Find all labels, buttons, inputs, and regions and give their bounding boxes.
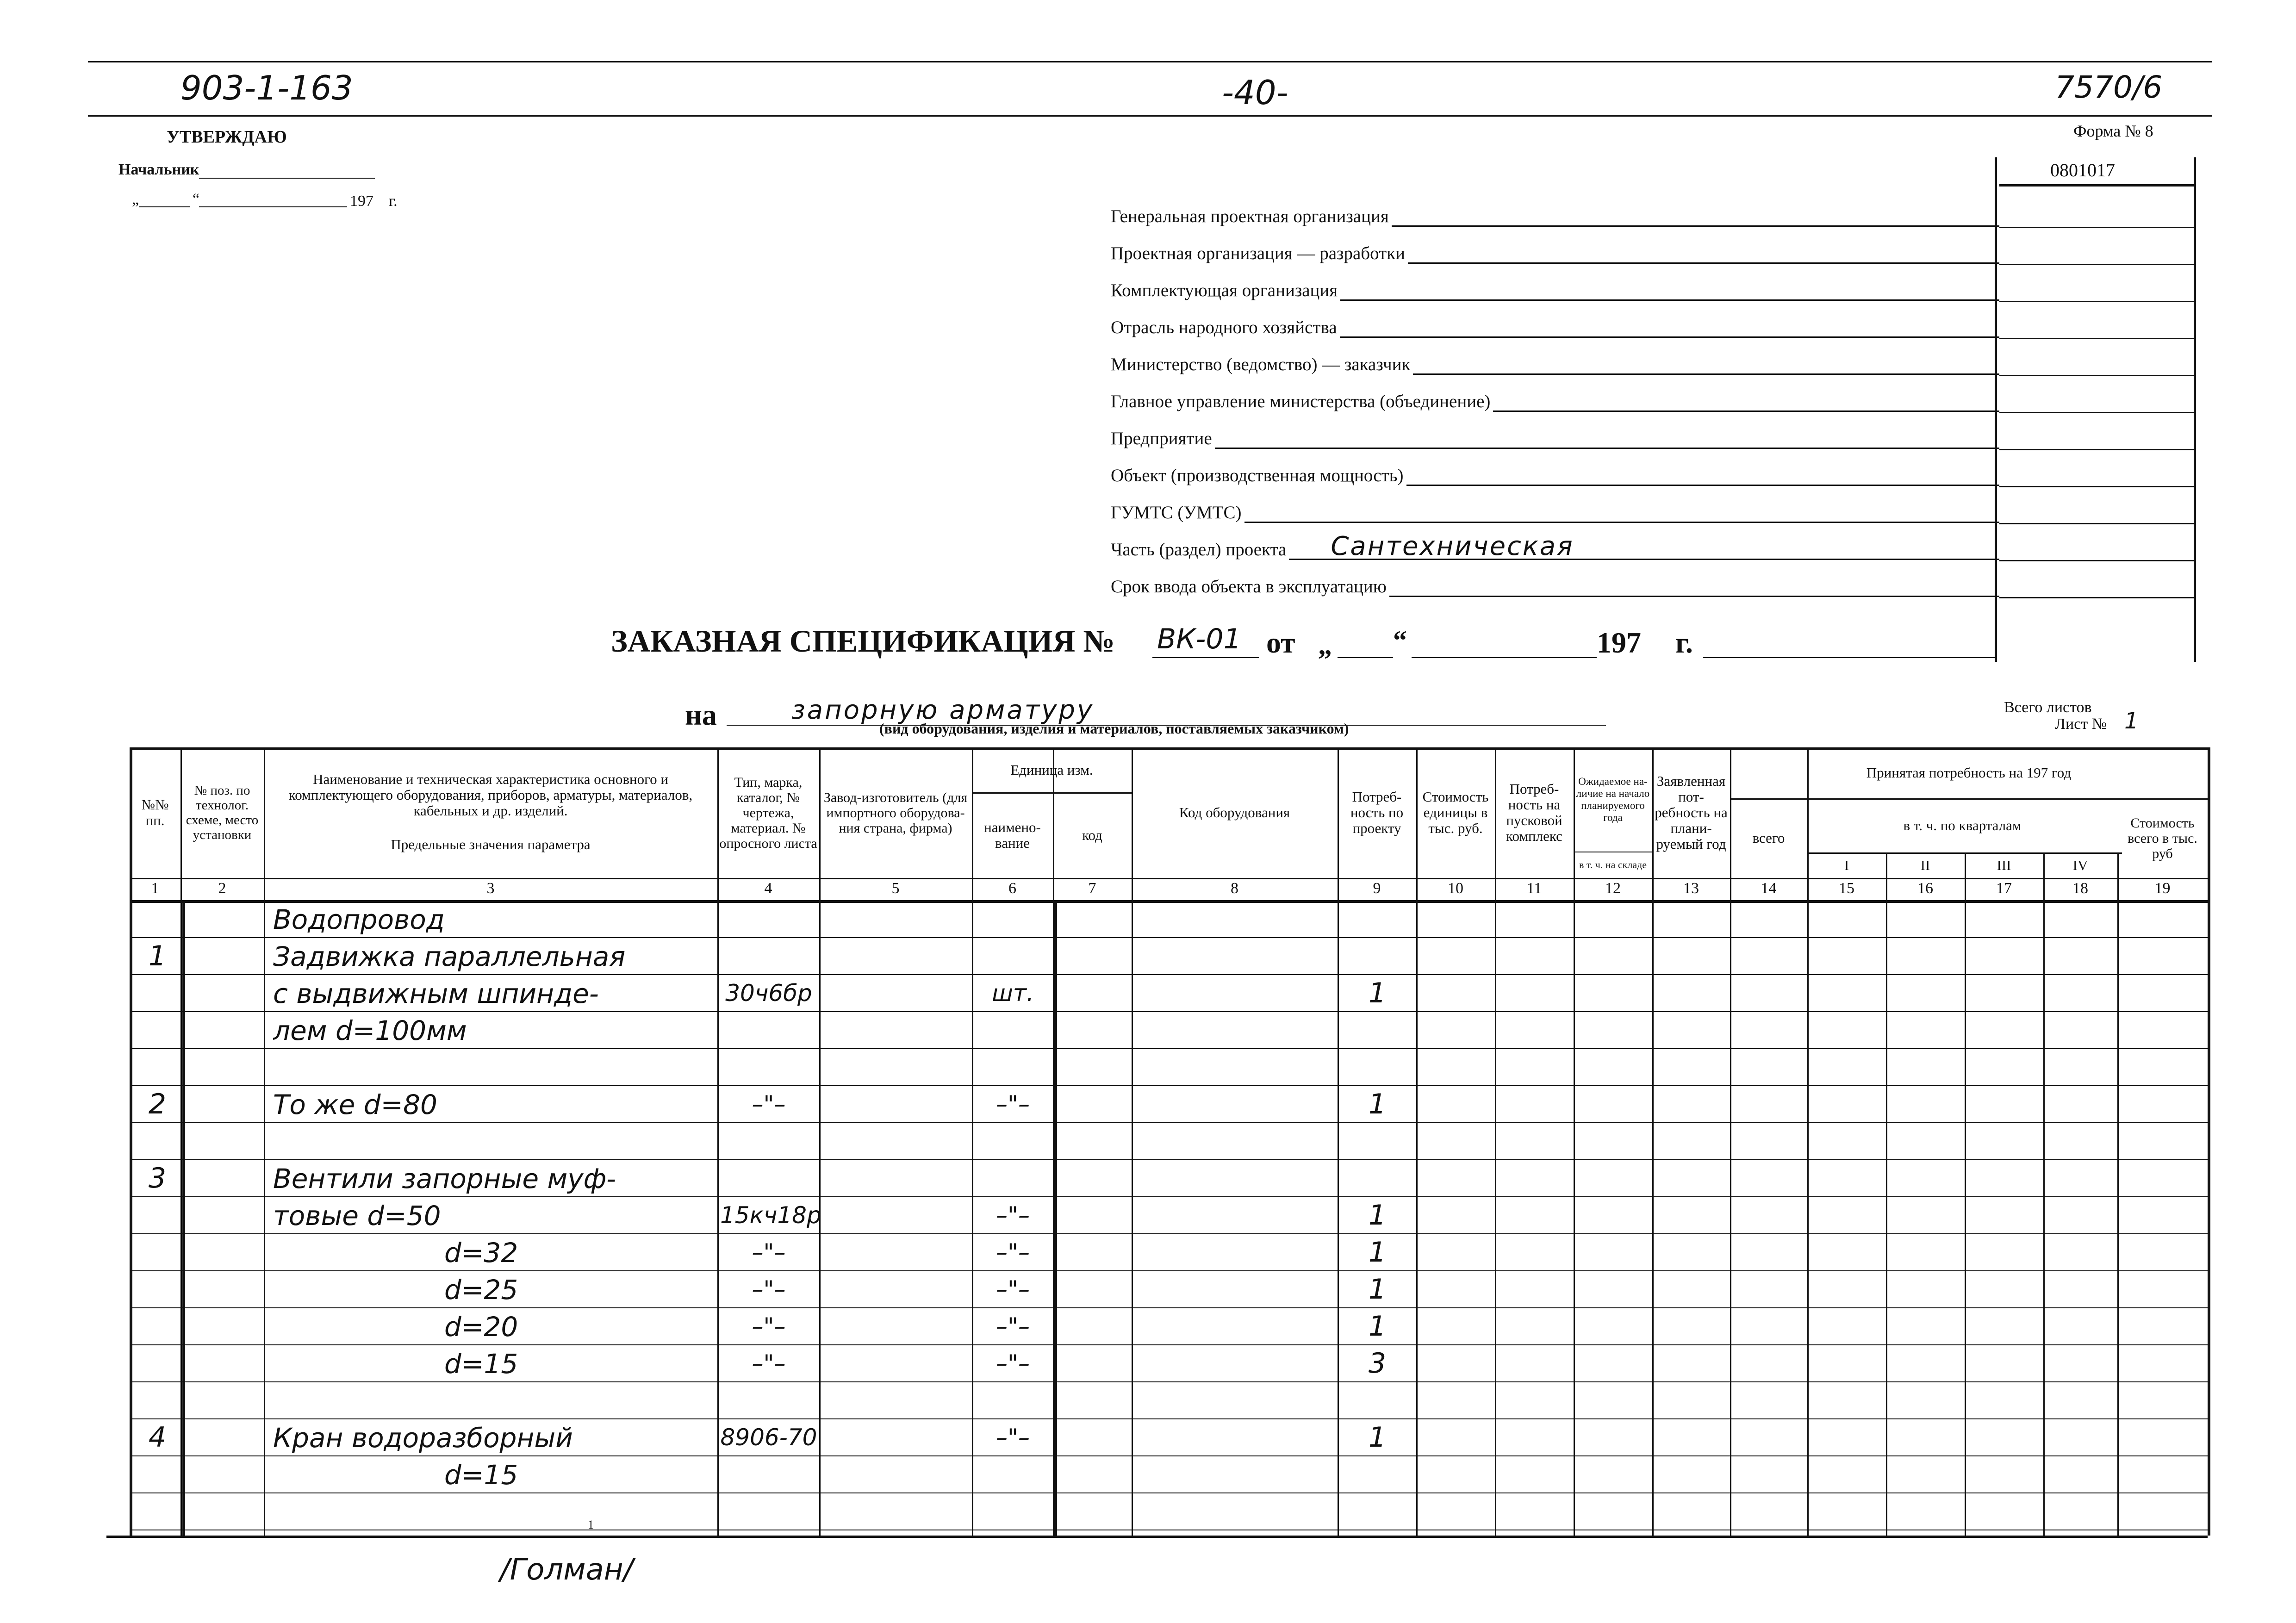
col-header-startup: Потребность на пусковой комплекс: [1506, 781, 1562, 844]
subject-caption: (вид оборудования, изделия и материалов, поставляемых заказчиком): [879, 720, 1349, 737]
row-name[interactable]: с выдвижным шпинде-: [273, 978, 599, 1009]
chief-label: Начальник: [118, 161, 199, 178]
table-row-line: [130, 974, 2208, 975]
code-box-row-line: [1999, 375, 2194, 376]
row-number: [134, 1051, 180, 1083]
sheet-label: Лист №: [2055, 715, 2107, 733]
col-header-total-cost: Стоимость всего в тыс. руб: [2128, 815, 2197, 861]
table-row-line: [130, 1122, 2208, 1123]
approve-label: УТВЕРЖДАЮ: [167, 127, 287, 147]
row-type[interactable]: [720, 1498, 817, 1530]
row-qty[interactable]: [1340, 1051, 1414, 1083]
row-type[interactable]: –"–: [752, 1276, 786, 1303]
row-name[interactable]: d=20: [444, 1311, 518, 1343]
row-number: 2: [148, 1088, 167, 1120]
row-name[interactable]: [273, 1385, 713, 1418]
table-col-line: [1652, 747, 1654, 1536]
row-unit[interactable]: –"–: [996, 1202, 1030, 1229]
field-line[interactable]: [1413, 355, 1999, 375]
col-number: 11: [1526, 880, 1542, 897]
col-header-quarters: в т. ч. по кварталам: [1903, 817, 2022, 833]
col-header-maker: Завод-изготовитель (для импортного оборудования страна, фирма): [823, 790, 968, 836]
field-line[interactable]: [1493, 392, 1999, 412]
code-box-row-line: [1999, 227, 2194, 228]
table-body-left-line: [182, 900, 185, 1536]
field-label: Объект (производственная мощность): [1111, 466, 1404, 485]
col-header-q4: IV: [2072, 857, 2088, 873]
spec-tail-line: [1703, 657, 1995, 658]
table-col-line: [1495, 747, 1496, 1536]
field-row: [1111, 574, 1999, 597]
col-header-equipment-code: Код оборудования: [1179, 804, 1290, 821]
col-number: 5: [891, 880, 900, 897]
field-label: Предприятие: [1111, 429, 1212, 448]
col-header-num: №№ пп.: [141, 796, 169, 828]
table-row-line: [130, 1159, 2208, 1160]
row-number: [134, 903, 180, 935]
row-number: [134, 1199, 180, 1231]
field-line[interactable]: [1215, 429, 1999, 449]
row-qty[interactable]: 1: [1368, 1310, 1387, 1343]
col-number: 2: [218, 880, 226, 897]
row-qty[interactable]: [1340, 903, 1414, 935]
row-name[interactable]: d=25: [444, 1274, 518, 1306]
col-header-unit-cost: Стоимость единицы в тыс. руб.: [1422, 789, 1489, 836]
row-unit[interactable]: –"–: [996, 1276, 1030, 1303]
field-row: [1111, 352, 1999, 375]
table-row-line: [130, 1085, 2208, 1086]
row-name[interactable]: товые d=50: [273, 1200, 441, 1231]
code-box-row-line: [1999, 523, 2194, 524]
spec-year: 197: [1597, 626, 1641, 659]
table-col-line: [819, 747, 821, 1536]
field-line[interactable]: [1408, 244, 1999, 264]
field-label: Министерство (ведомство) — заказчик: [1111, 354, 1411, 374]
col-number: 1: [151, 880, 159, 897]
table-col-line: [2117, 852, 2119, 1536]
row-unit[interactable]: [975, 906, 1051, 938]
row-unit[interactable]: –"–: [996, 1313, 1030, 1340]
code-box-row-line: [1999, 264, 2194, 265]
subject-na: на: [685, 698, 717, 731]
code-box-row-line: [1999, 412, 2194, 413]
row-unit[interactable]: [975, 1128, 1051, 1160]
col-number: 7: [1088, 880, 1096, 897]
row-number: [134, 1125, 180, 1157]
row-unit[interactable]: –"–: [996, 1239, 1030, 1266]
row-name[interactable]: Задвижка параллельная: [273, 941, 626, 972]
row-type[interactable]: 8906-70: [720, 1424, 817, 1451]
row-type[interactable]: [720, 1128, 817, 1160]
row-name[interactable]: Кран водоразборный: [273, 1422, 573, 1454]
field-value: Сантехническая: [1331, 531, 1574, 561]
table-col-line: [1886, 852, 1887, 1536]
page-number: -40-: [1222, 73, 1288, 112]
field-label: Генеральная проектная организация: [1111, 206, 1389, 226]
row-qty[interactable]: 1: [1368, 1421, 1387, 1454]
spec-quote-open: „: [1318, 630, 1332, 660]
row-name[interactable]: Водопровод: [273, 904, 445, 935]
row-type[interactable]: [720, 1017, 817, 1049]
code-box-row-line: [1999, 301, 2194, 302]
col-number: 3: [486, 880, 495, 897]
row-name[interactable]: d=15: [444, 1459, 518, 1491]
table-col-line: [180, 747, 182, 1536]
row-qty[interactable]: [1340, 1384, 1414, 1417]
top-rule: [88, 61, 2212, 62]
row-name[interactable]: [273, 1496, 713, 1529]
table-body-mid-line: [1054, 900, 1057, 1536]
date-year: 197: [350, 193, 373, 210]
col-number: 9: [1373, 880, 1381, 897]
row-unit[interactable]: [975, 1498, 1051, 1530]
row-type[interactable]: –"–: [752, 1239, 786, 1266]
row-type[interactable]: 30ч6бр: [725, 980, 812, 1007]
row-number: [134, 1458, 180, 1491]
row-number: [134, 1495, 180, 1528]
row-name[interactable]: [273, 1126, 713, 1158]
code-box-row-line: [1999, 597, 2194, 598]
spec-number-line: [1152, 657, 1259, 658]
col-header-total: всего: [1752, 830, 1785, 846]
col-header-type: Тип, марка, каталог, № чертежа, материал. № опросного листа: [719, 774, 817, 851]
row-name[interactable]: Вентили запорные муф-: [273, 1163, 616, 1194]
row-qty[interactable]: 3: [1368, 1347, 1387, 1380]
field-line[interactable]: [1340, 318, 1999, 338]
col-number: 10: [1448, 880, 1463, 897]
spec-from: от: [1266, 626, 1295, 659]
col-number: 4: [764, 880, 772, 897]
table-row-line: [130, 1270, 2208, 1271]
col-number: 16: [1917, 880, 1933, 897]
row-number: [134, 1236, 180, 1269]
table-row-line: [130, 1048, 2208, 1049]
project-code: 903-1-163: [180, 68, 353, 107]
row-unit[interactable]: [975, 1054, 1051, 1086]
date-year-suffix: г.: [389, 193, 398, 210]
spec-number: ВК-01: [1157, 623, 1241, 655]
row-name[interactable]: d=32: [444, 1237, 518, 1269]
row-number: [134, 1384, 180, 1417]
col-number: 6: [1008, 880, 1016, 897]
table-col-line: [1965, 852, 1966, 1536]
date-quote: „: [132, 191, 139, 208]
table-row-line: [130, 1344, 2208, 1345]
col-header-declared: Заявленная потребность на планируемый год: [1655, 773, 1728, 852]
field-row: [1111, 278, 1999, 301]
page-mark: 1: [588, 1518, 594, 1531]
col-header-q2: II: [1920, 857, 1930, 873]
row-name[interactable]: d=15: [444, 1348, 518, 1380]
row-unit[interactable]: [975, 1461, 1051, 1493]
sheet-code: 7570/6: [2055, 69, 2163, 105]
col-number: 17: [1996, 880, 2012, 897]
spec-quote-close: “: [1393, 625, 1407, 656]
col-header-need: Потребность по проекту: [1350, 789, 1404, 836]
col-header-limits: Предельные значения параметра: [391, 836, 591, 852]
header-bottom-rule: [130, 878, 2208, 879]
field-line[interactable]: [1340, 281, 1999, 301]
table-col-line: [2043, 852, 2045, 1536]
field-row: [1111, 389, 1999, 412]
field-label: Проектная организация — разработки: [1111, 243, 1405, 263]
colnum-bottom-rule: [130, 900, 2208, 903]
table-col-line: [717, 747, 719, 1536]
row-number: [134, 1273, 180, 1306]
row-number: 1: [148, 940, 167, 972]
table-col-line: [1574, 747, 1575, 1536]
field-label: ГУМТС (УМТС): [1111, 503, 1242, 522]
col-number: 8: [1231, 880, 1238, 897]
table-row-line: [130, 1492, 2208, 1493]
row-unit[interactable]: –"–: [996, 1350, 1030, 1377]
row-type[interactable]: –"–: [752, 1313, 786, 1340]
field-label: Срок ввода объекта в эксплуатацию: [1111, 577, 1387, 597]
spec-title-prefix: ЗАКАЗНАЯ СПЕЦИФИКАЦИЯ №: [611, 623, 1115, 659]
field-row: [1111, 500, 1999, 523]
row-unit[interactable]: шт.: [992, 980, 1034, 1007]
col-number: 12: [1605, 880, 1621, 897]
sheets-total: Всего листов: [2004, 699, 2092, 716]
col-header-pos: № поз. по технолог. схеме, место установки: [186, 783, 259, 842]
row-name[interactable]: лем d=100мм: [273, 1015, 467, 1046]
row-name[interactable]: То же d=80: [273, 1089, 437, 1120]
table-row-line: [130, 1011, 2208, 1012]
row-number: 3: [148, 1162, 167, 1194]
row-number: [134, 1310, 180, 1343]
table-col-line: [1730, 747, 1731, 1536]
table-row-line: [130, 1233, 2208, 1234]
code-box-row-line: [1999, 338, 2194, 339]
row-type[interactable]: [720, 906, 817, 938]
spec-title: [611, 623, 1115, 659]
header-rule: [88, 115, 2212, 117]
field-row: [1111, 315, 1999, 338]
code-box-right: [2194, 157, 2196, 662]
row-type[interactable]: [720, 1461, 817, 1493]
form-code: 0801017: [2050, 160, 2115, 180]
row-type[interactable]: –"–: [752, 1091, 786, 1118]
table-row-line: [130, 1455, 2208, 1456]
table-col-line: [2208, 747, 2210, 1536]
col-number: 13: [1683, 880, 1699, 897]
code-box-row-line: [1999, 486, 2194, 487]
row-number: [134, 977, 180, 1009]
row-type[interactable]: [720, 1054, 817, 1086]
field-line[interactable]: [1392, 207, 1999, 227]
table-col-line: [1132, 747, 1133, 1536]
field-label: Отрасль народного хозяйства: [1111, 317, 1337, 337]
spec-year-suffix: г.: [1675, 626, 1693, 659]
table-col-line: [1338, 747, 1339, 1536]
row-qty[interactable]: 1: [1368, 1273, 1387, 1306]
table-col-line: [972, 747, 973, 1536]
field-row: [1111, 241, 1999, 264]
table-row-line: [130, 1196, 2208, 1197]
row-qty[interactable]: 1: [1368, 977, 1387, 1009]
field-line[interactable]: [1244, 503, 1999, 523]
date-day-line: [139, 206, 190, 207]
code-box-row-line: [1999, 449, 2194, 450]
date-month-line: [199, 206, 347, 207]
code-box-row-line: [1999, 560, 2194, 561]
row-type[interactable]: [720, 943, 817, 975]
signature: /Голман/: [500, 1553, 634, 1587]
field-line[interactable]: [1406, 466, 1999, 486]
row-unit[interactable]: [975, 943, 1051, 975]
table-row-line: [130, 1307, 2208, 1308]
col-header-stock: в т. ч. на складе: [1579, 859, 1647, 871]
field-line[interactable]: [1389, 577, 1999, 597]
row-qty[interactable]: 1: [1368, 1236, 1387, 1269]
row-number: [134, 1347, 180, 1380]
table-col-line: [264, 747, 265, 1536]
field-row: [1111, 426, 1999, 449]
field-row: [1111, 531, 1999, 561]
row-qty[interactable]: 1: [1368, 1088, 1387, 1120]
row-qty[interactable]: [1340, 940, 1414, 972]
col-header-expected: Ожидаемое наличие на начало планируемого года: [1576, 775, 1650, 823]
row-qty[interactable]: 1: [1368, 1199, 1387, 1231]
field-row: [1111, 204, 1999, 227]
table-row-line: [130, 1381, 2208, 1382]
table-bottom-rule: [106, 1536, 2208, 1538]
row-type[interactable]: 15кч18р: [720, 1202, 821, 1229]
col-header-name: Наименование и техническая характеристика основного и комплектующего оборудования, приборов, арматуры, материалов, кабельных и др. изделий.: [288, 771, 693, 819]
field-line[interactable]: [1289, 531, 1999, 561]
row-number: 4: [148, 1421, 167, 1454]
row-unit[interactable]: [975, 1387, 1051, 1419]
spec-day-line: [1338, 657, 1393, 658]
col-number: 15: [1839, 880, 1854, 897]
field-label: Комплектующая организация: [1111, 280, 1338, 300]
row-type[interactable]: [720, 1387, 817, 1419]
spec-month-line: [1412, 657, 1597, 658]
col-header-unit-name: наименование: [984, 819, 1041, 851]
field-label: Главное управление министерства (объединение): [1111, 392, 1491, 411]
table-col-line: [1807, 747, 1809, 1536]
table-col-line: [1416, 747, 1418, 1536]
row-type[interactable]: –"–: [752, 1350, 786, 1377]
col-number: 19: [2154, 880, 2171, 897]
row-name[interactable]: [273, 1052, 713, 1084]
col-header-q3: III: [1997, 857, 2011, 873]
code-box-top: [1999, 184, 2194, 187]
row-unit[interactable]: –"–: [996, 1424, 1030, 1451]
field-row: [1111, 463, 1999, 486]
row-qty[interactable]: [1340, 1458, 1414, 1491]
chief-line: [199, 178, 375, 179]
table-row-line: [130, 1418, 2208, 1419]
sheet-value: 1: [2124, 708, 2139, 734]
row-unit[interactable]: [975, 1017, 1051, 1049]
field-label: Часть (раздел) проекта: [1111, 540, 1287, 560]
form-number: Форма № 8: [2073, 122, 2153, 140]
row-qty[interactable]: [1340, 1495, 1414, 1528]
row-qty[interactable]: [1340, 1162, 1414, 1194]
col-header-accepted: Принятая потребность на 197 год: [1866, 765, 2072, 781]
row-qty[interactable]: [1340, 1125, 1414, 1157]
subject-value: запорную арматуру: [791, 695, 1095, 725]
col-number: 14: [1761, 880, 1777, 897]
row-unit[interactable]: –"–: [996, 1091, 1030, 1118]
col-number: 18: [2072, 880, 2088, 897]
col-header-unit: Единица изм.: [1010, 761, 1093, 778]
row-unit[interactable]: [975, 1165, 1051, 1197]
row-qty[interactable]: [1340, 1014, 1414, 1046]
date-quote-close: “: [193, 191, 200, 208]
col-header-q1: I: [1844, 857, 1849, 873]
col-header-unit-code: код: [1082, 827, 1102, 843]
row-type[interactable]: [720, 1165, 817, 1197]
table-row-line: [130, 937, 2208, 938]
row-number: [134, 1014, 180, 1046]
